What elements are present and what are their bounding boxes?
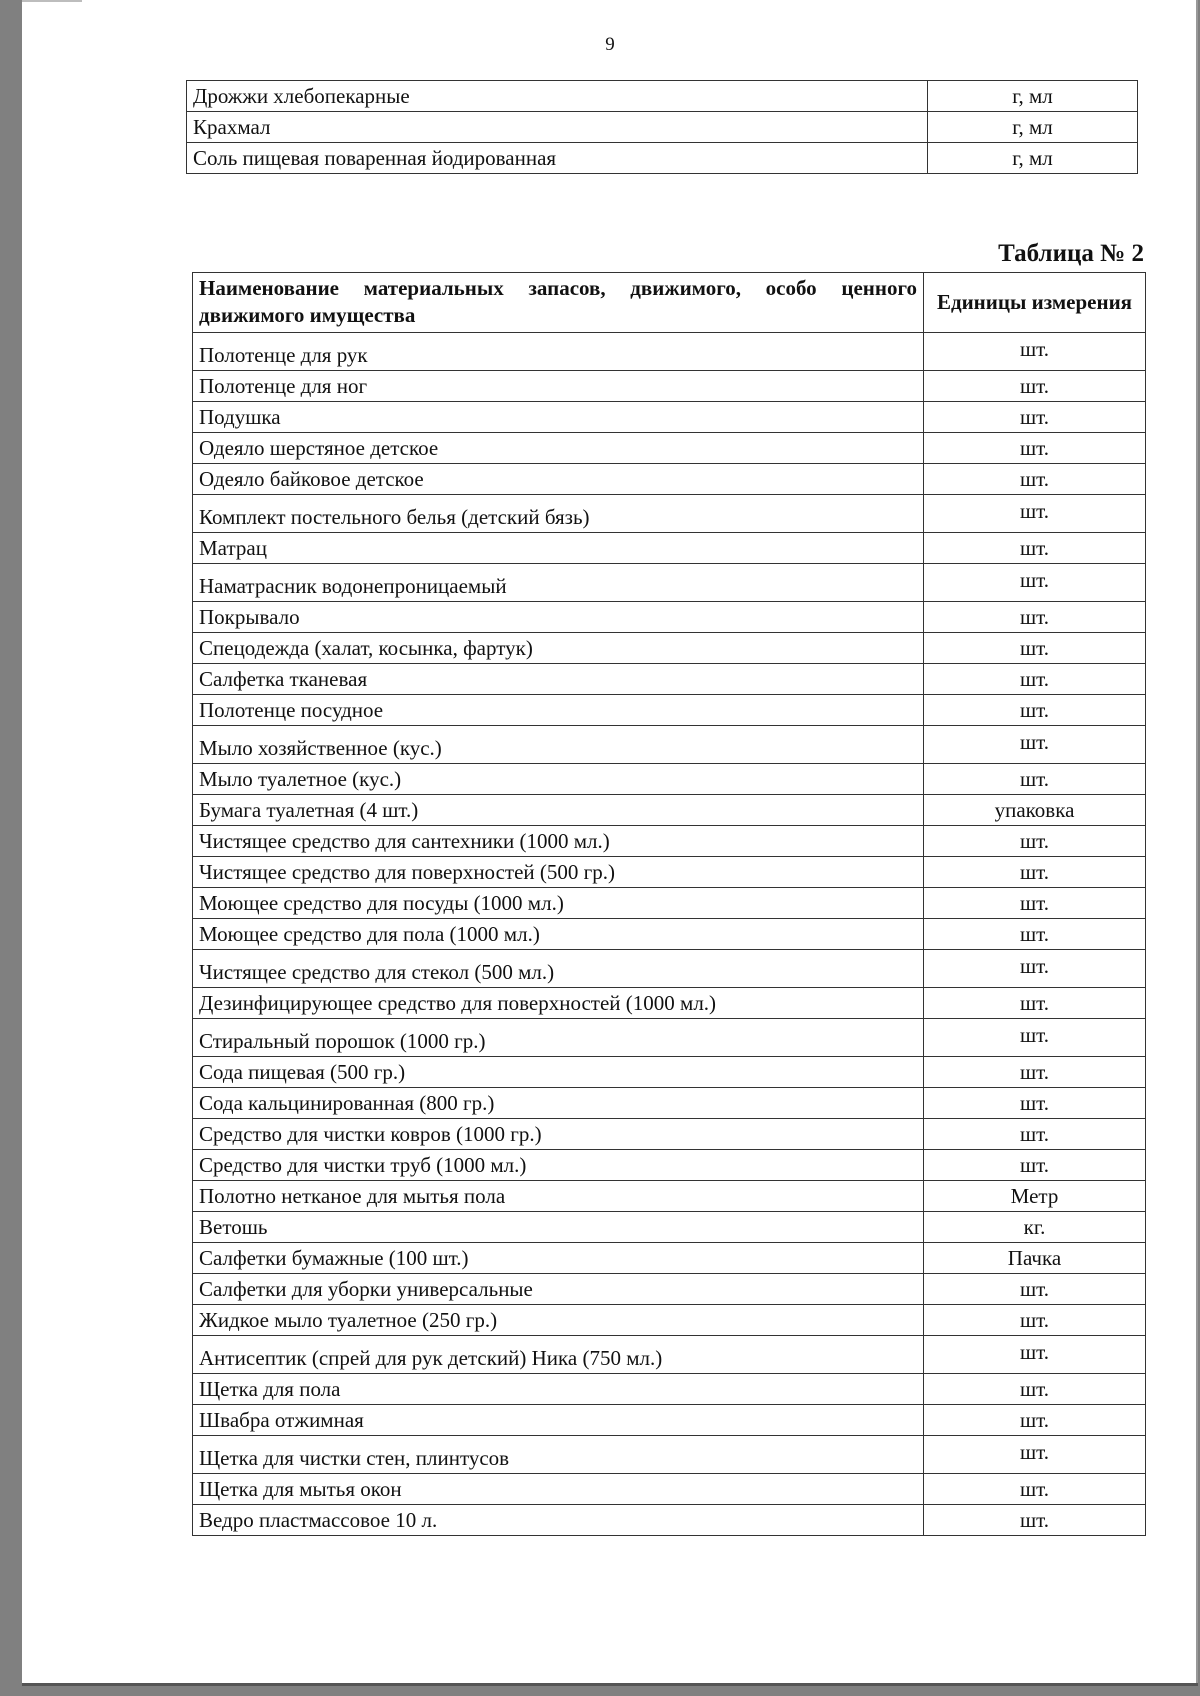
page-edge-right (1196, 0, 1198, 1686)
unit-cell: шт. (924, 1274, 1146, 1305)
table-row (193, 664, 1146, 695)
unit-cell: шт. (924, 950, 1146, 988)
table-row (193, 533, 1146, 564)
table-row (187, 81, 1138, 112)
table-2-title: Таблица № 2 (998, 240, 1144, 267)
table-row (193, 1474, 1146, 1505)
item-name-cell: Ведро пластмассовое 10 л. (193, 1505, 924, 1536)
item-name-cell: Щетка для чистки стен, плинтусов (193, 1436, 924, 1474)
unit-cell: шт. (924, 695, 1146, 726)
item-name-cell: Мыло туалетное (кус.) (193, 764, 924, 795)
column-header-unit: Единицы измерения (924, 273, 1146, 333)
item-name-cell: Матрац (193, 533, 924, 564)
item-name-cell: Соль пищевая поваренная йодированная (187, 143, 928, 174)
unit-cell: Метр (924, 1181, 1146, 1212)
unit-cell: шт. (924, 764, 1146, 795)
item-name-cell: Спецодежда (халат, косынка, фартук) (193, 633, 924, 664)
unit-cell: шт. (924, 602, 1146, 633)
item-name-cell: Бумага туалетная (4 шт.) (193, 795, 924, 826)
unit-cell: шт. (924, 464, 1146, 495)
table-row (193, 857, 1146, 888)
table-row (193, 433, 1146, 464)
table-row (193, 371, 1146, 402)
document-page (22, 0, 1198, 1686)
unit-cell: шт. (924, 402, 1146, 433)
table-row (193, 764, 1146, 795)
item-name-cell: Наматрасник водонепроницаемый (193, 564, 924, 602)
table-row (193, 1274, 1146, 1305)
table-row (193, 1088, 1146, 1119)
unit-cell: шт. (924, 1019, 1146, 1057)
table-2-header (193, 273, 1146, 333)
table-row (193, 826, 1146, 857)
table-row (193, 795, 1146, 826)
table-2-body (193, 333, 1146, 1536)
unit-cell: шт. (924, 888, 1146, 919)
table-row (193, 1057, 1146, 1088)
unit-cell: шт. (924, 988, 1146, 1019)
item-name-cell: Ветошь (193, 1212, 924, 1243)
unit-cell: шт. (924, 1405, 1146, 1436)
column-header-name: Наименование материальных запасов, движимого, особо ценного движимого имущества (193, 273, 924, 333)
item-name-cell: Комплект постельного белья (детский бязь) (193, 495, 924, 533)
unit-cell: шт. (924, 1505, 1146, 1536)
item-name-cell: Чистящее средство для сантехники (1000 мл.) (193, 826, 924, 857)
table-row (193, 1505, 1146, 1536)
table-row (193, 888, 1146, 919)
unit-cell: шт. (924, 564, 1146, 602)
item-name-cell: Щетка для мытья окон (193, 1474, 924, 1505)
page-edge-bottom (22, 1683, 1198, 1686)
table-row (193, 1436, 1146, 1474)
item-name-cell: Дрожжи хлебопекарные (187, 81, 928, 112)
table-row (193, 1405, 1146, 1436)
item-name-cell: Одеяло байковое детское (193, 464, 924, 495)
item-name-cell: Полотно нетканое для мытья пола (193, 1181, 924, 1212)
unit-cell: шт. (924, 726, 1146, 764)
table-row (193, 564, 1146, 602)
unit-cell: шт. (924, 857, 1146, 888)
item-name-cell: Салфетки для уборки универсальные (193, 1274, 924, 1305)
item-name-cell: Антисептик (спрей для рук детский) Ника (750 мл.) (193, 1336, 924, 1374)
page-number: 9 (605, 34, 615, 55)
unit-cell: шт. (924, 333, 1146, 371)
table-row (193, 950, 1146, 988)
page-edge-top (22, 0, 82, 2)
table-row (193, 333, 1146, 371)
table-row (193, 464, 1146, 495)
item-name-cell: Салфетка тканевая (193, 664, 924, 695)
table-row (193, 919, 1146, 950)
item-name-cell: Покрывало (193, 602, 924, 633)
table-2 (192, 272, 1146, 1536)
table-row (193, 695, 1146, 726)
item-name-cell: Моющее средство для посуды (1000 мл.) (193, 888, 924, 919)
unit-cell: шт. (924, 664, 1146, 695)
table-row (187, 143, 1138, 174)
table-row (193, 602, 1146, 633)
table-row (193, 1019, 1146, 1057)
unit-cell: шт. (924, 633, 1146, 664)
unit-cell: шт. (924, 826, 1146, 857)
unit-cell: шт. (924, 533, 1146, 564)
table-row (193, 1336, 1146, 1374)
unit-cell: г, мл (928, 81, 1138, 112)
unit-cell: шт. (924, 1474, 1146, 1505)
item-name-cell: Дезинфицирующее средство для поверхностей (1000 мл.) (193, 988, 924, 1019)
item-name-cell: Средство для чистки ковров (1000 гр.) (193, 1119, 924, 1150)
table-row (193, 633, 1146, 664)
unit-cell: упаковка (924, 795, 1146, 826)
unit-cell: шт. (924, 1305, 1146, 1336)
item-name-cell: Щетка для пола (193, 1374, 924, 1405)
unit-cell: шт. (924, 495, 1146, 533)
table-row (187, 112, 1138, 143)
unit-cell: г, мл (928, 112, 1138, 143)
item-name-cell: Стиральный порошок (1000 гр.) (193, 1019, 924, 1057)
table-row (193, 1212, 1146, 1243)
table-1-continuation (186, 80, 1138, 174)
item-name-cell: Чистящее средство для стекол (500 мл.) (193, 950, 924, 988)
item-name-cell: Крахмал (187, 112, 928, 143)
item-name-cell: Мыло хозяйственное (кус.) (193, 726, 924, 764)
item-name-cell: Полотенце для ног (193, 371, 924, 402)
unit-cell: шт. (924, 1057, 1146, 1088)
item-name-cell: Жидкое мыло туалетное (250 гр.) (193, 1305, 924, 1336)
unit-cell: шт. (924, 433, 1146, 464)
unit-cell: шт. (924, 371, 1146, 402)
table-2-header-row (193, 273, 1146, 333)
table-row (193, 1305, 1146, 1336)
item-name-cell: Сода пищевая (500 гр.) (193, 1057, 924, 1088)
table-row (193, 1181, 1146, 1212)
item-name-cell: Салфетки бумажные (100 шт.) (193, 1243, 924, 1274)
item-name-cell: Одеяло шерстяное детское (193, 433, 924, 464)
item-name-cell: Моющее средство для пола (1000 мл.) (193, 919, 924, 950)
table-1-body (187, 81, 1138, 174)
unit-cell: г, мл (928, 143, 1138, 174)
item-name-cell: Чистящее средство для поверхностей (500 гр.) (193, 857, 924, 888)
table-row (193, 1374, 1146, 1405)
table-row (193, 1243, 1146, 1274)
unit-cell: шт. (924, 1088, 1146, 1119)
item-name-cell: Средство для чистки труб (1000 мл.) (193, 1150, 924, 1181)
item-name-cell: Подушка (193, 402, 924, 433)
unit-cell: шт. (924, 1336, 1146, 1374)
table-row (193, 402, 1146, 433)
unit-cell: шт. (924, 1119, 1146, 1150)
item-name-cell: Полотенце для рук (193, 333, 924, 371)
item-name-cell: Швабра отжимная (193, 1405, 924, 1436)
item-name-cell: Сода кальцинированная (800 гр.) (193, 1088, 924, 1119)
table-row (193, 988, 1146, 1019)
unit-cell: шт. (924, 1374, 1146, 1405)
unit-cell: шт. (924, 1436, 1146, 1474)
unit-cell: шт. (924, 919, 1146, 950)
unit-cell: кг. (924, 1212, 1146, 1243)
item-name-cell: Полотенце посудное (193, 695, 924, 726)
table-row (193, 495, 1146, 533)
unit-cell: шт. (924, 1150, 1146, 1181)
table-row (193, 1119, 1146, 1150)
table-row (193, 1150, 1146, 1181)
unit-cell: Пачка (924, 1243, 1146, 1274)
table-row (193, 726, 1146, 764)
